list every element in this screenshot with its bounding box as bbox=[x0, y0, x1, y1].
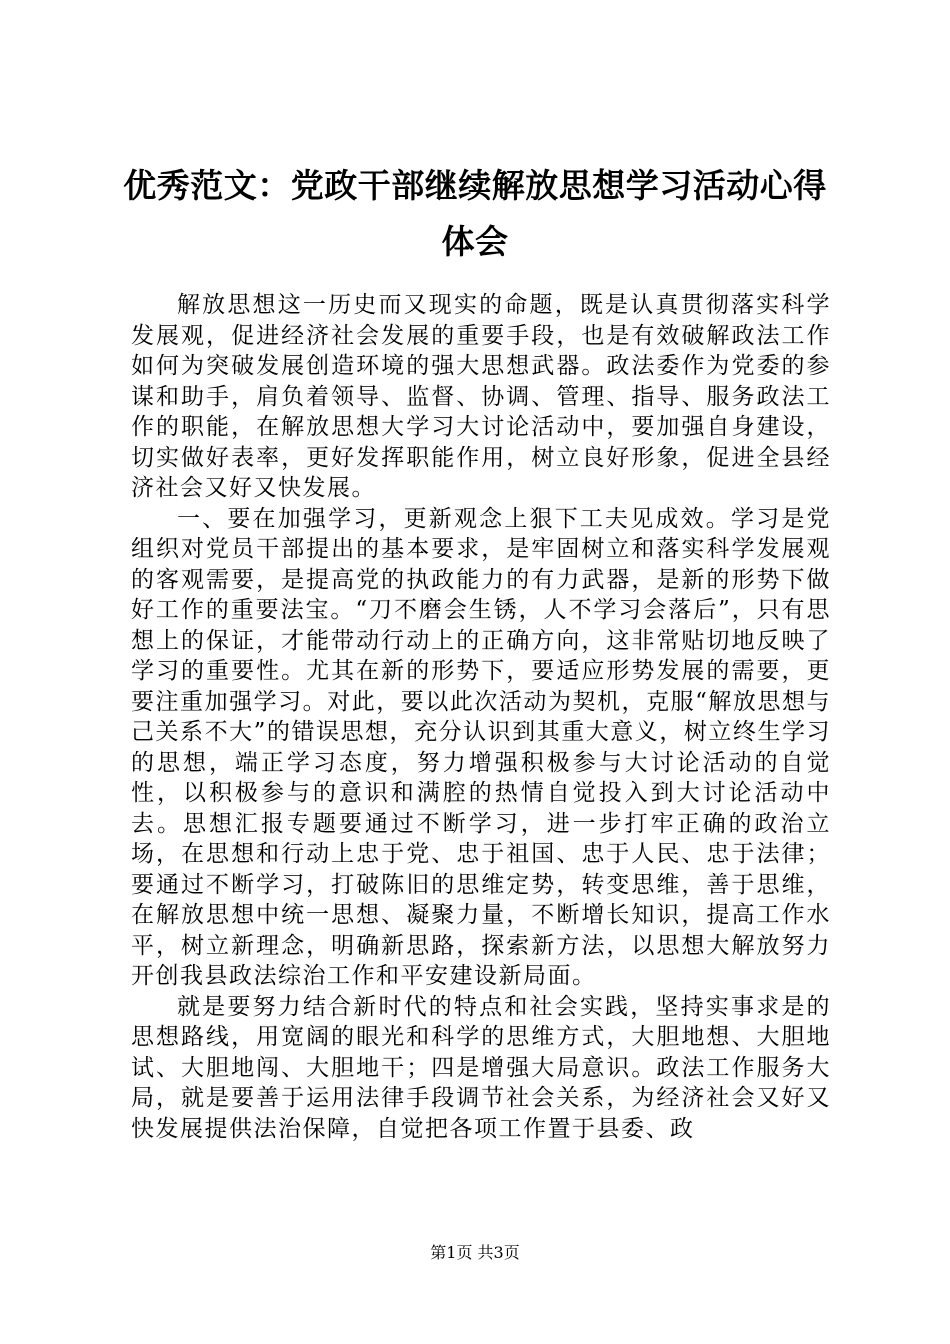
document-body bbox=[131, 290, 831, 1144]
paragraph-section-one: 一、要在加强学习，更新观念上狠下工夫见成效。学习是党组织对党员干部提出的基本要求，是牢固树立和落实科学发展观的客观需要，是提高党的执政能力的有力武器，是新的形势下做好工作的重要法宝。“刀不磨会生锈，人不学习会落后”，只有思想上的保证，才能带动行动上的正确方向，这非常贴切地反映了学习的重要性。尤其在新的形势下，要适应形势发展的需要，更要注重加强学习。对此，要以此次活动为契机，克服“解放思想与己关系不大”的错误思想，充分认识到其重大意义，树立终生学习的思想，端正学习态度，努力增强积极参与大讨论活动的自觉性，以积极参与的意识和满腔的热情自觉投入到大讨论活动中去。思想汇报专题要通过不断学习，进一步打牢正确的政治立场，在思想和行动上忠于党、忠于祖国、忠于人民、忠于法律；要通过不断学习，打破陈旧的思维定势，转变思维，善于思维，在解放思想中统一思想、凝聚力量，不断增长知识，提高工作水平，树立新理念，明确新思路，探索新方法，以思想大解放努力开创我县政法综治工作和平安建设新局面。 bbox=[131, 505, 831, 989]
paragraph-section-continued: 就是要努力结合新时代的特点和社会实践，坚持实事求是的思想路线，用宽阔的眼光和科学的思维方式，大胆地想、大胆地试、大胆地闯、大胆地干；四是增强大局意识。政法工作服务大局，就是要善于运用法律手段调节社会关系，为经济社会又好又快发展提供法治保障，自觉把各项工作置于县委、政 bbox=[131, 993, 831, 1142]
page-number-footer: 第1页 共3页 bbox=[430, 1243, 520, 1262]
paragraph-intro: 解放思想这一历史而又现实的命题，既是认真贯彻落实科学发展观，促进经济社会发展的重要手段，也是有效破解政法工作如何为突破发展创造环境的强大思想武器。政法委作为党委的参谋和助手，肩负着领导、监督、协调、管理、指导、服务政法工作的职能，在解放思想大学习大讨论活动中，要加强自身建设，切实做好表率，更好发挥职能作用，树立良好形象，促进全县经济社会又好又快发展。 bbox=[131, 292, 831, 501]
document-title: 优秀范文：党政干部继续解放思想学习活动心得体会 bbox=[123, 166, 827, 261]
